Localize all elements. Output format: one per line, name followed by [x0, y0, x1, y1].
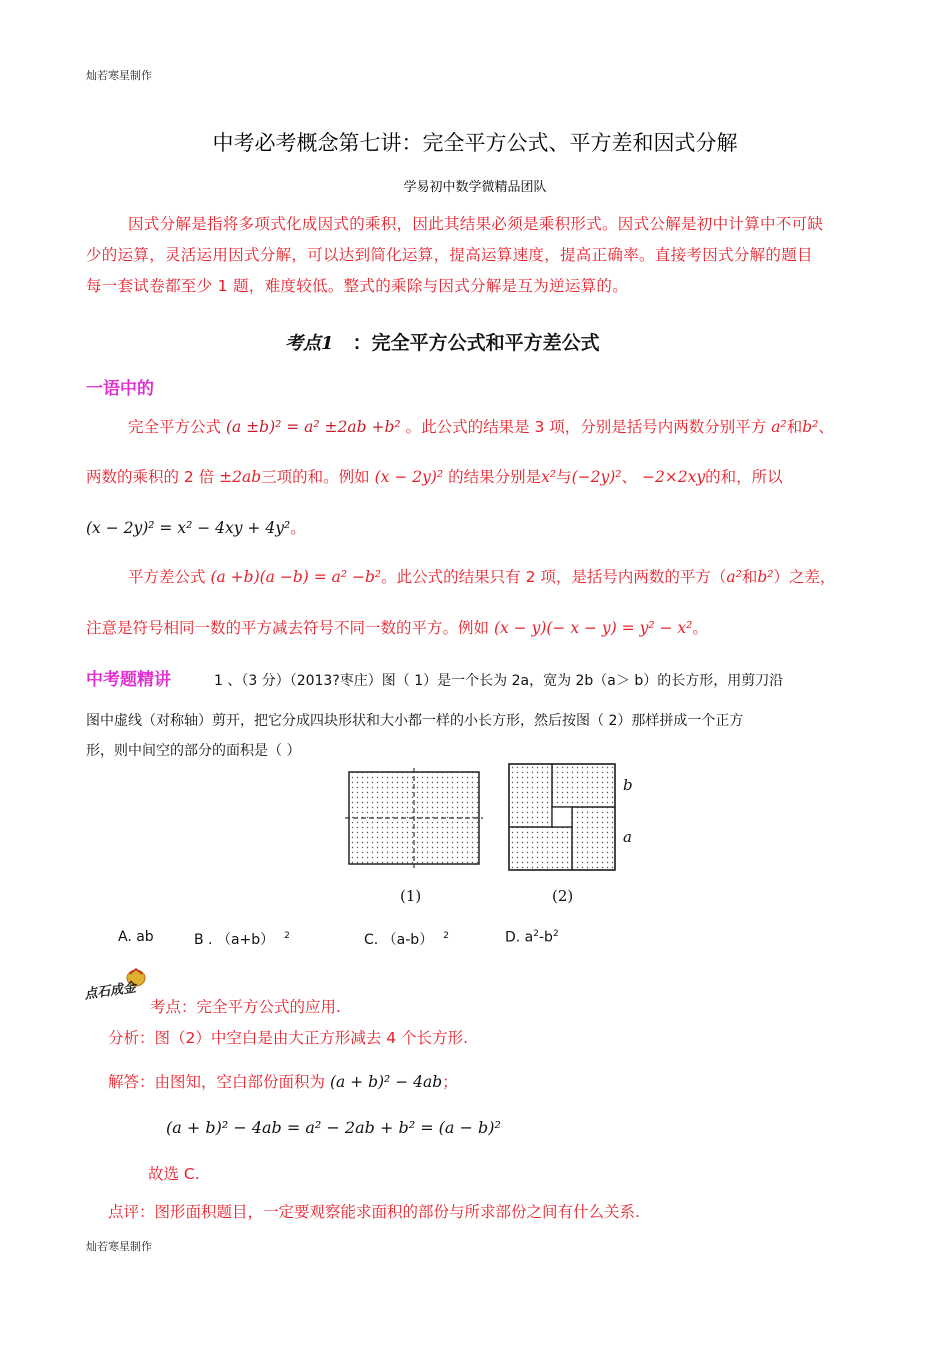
formula1-line2 [86, 465, 783, 487]
intro-line-3: 每一套试卷都至少 1 题，难度较低。整式的乘除与因式分解是互为逆运算的。 [86, 277, 629, 295]
superscript: 2 [284, 931, 290, 942]
formula2-line1 [128, 565, 836, 587]
text: 完全平方公式 [128, 418, 222, 436]
text: 。此公式的结果只有 2 项，是括号内两数的平方（ [381, 568, 727, 586]
text: 。 [692, 619, 708, 637]
formula2-line2 [86, 616, 708, 638]
solution-jieda [108, 1070, 458, 1092]
solution-fenxi: 分析：图（2）中空白是由大正方形减去 4 个长方形. [108, 1029, 469, 1047]
dianshichengjin-badge [84, 968, 150, 1008]
yiyu-heading: 一语中的 [86, 379, 154, 399]
text: 。 [290, 519, 306, 537]
math-expression: x² [541, 468, 557, 486]
solution-answer: 故选 C. [148, 1165, 200, 1183]
formula1-line1 [128, 415, 834, 437]
solution-step: (a + b)² − 4ab = a² − 2ab + b² = (a − b)² [166, 1118, 501, 1137]
option-c [364, 929, 449, 949]
text: ； [442, 1073, 458, 1091]
text: 两数的乘积的 2 倍 [86, 468, 215, 486]
option-a: A. ab [118, 929, 154, 945]
fig2-caption: (2) [552, 887, 574, 905]
math-expression: (−2y)² [571, 468, 622, 486]
problem-line-3: 形，则中间空的部分的面积是（ ） [86, 743, 301, 759]
page-subtitle: 学易初中数学微精品团队 [403, 180, 547, 195]
superscript: 2 [552, 929, 559, 939]
superscript: 2 [533, 929, 539, 939]
fig2-label-b: b [623, 776, 633, 794]
option-b [194, 929, 290, 949]
text: -b [539, 929, 553, 946]
fig2-label-a: a [623, 828, 632, 846]
page-title: 中考必考概念第七讲：完全平方公式、平方差和因式分解 [212, 131, 738, 155]
text: 和 [741, 568, 758, 586]
math-expression: (a +b)(a −b) = a² −b² [210, 568, 382, 586]
footer-note: 灿若寒星制作 [86, 1240, 152, 1253]
text: 、 [818, 418, 834, 436]
header-note: 灿若寒星制作 [86, 69, 152, 82]
solution-dianping: 点评：图形面积题目，一定要观察能求面积的部份与所求部份之间有什么关系. [108, 1203, 640, 1221]
text: 的结果分别是 [448, 468, 542, 486]
intro-line-2: 少的运算，灵活运用因式分解，可以达到简化运算，提高运算速度，提高正确率。直接考因式分解的题目 [86, 246, 813, 264]
text: 平方差公式 [128, 568, 206, 586]
math-expression: ±2ab [219, 468, 262, 486]
badge-label: 点石成金 [83, 980, 138, 1003]
problem-tag: 中考题精讲 [86, 670, 171, 690]
figure-1 [345, 768, 483, 868]
superscript: 2 [443, 931, 449, 942]
math-expression: a² [726, 568, 742, 586]
formula1-line3 [86, 516, 306, 538]
figure-2 [509, 764, 615, 870]
math-expression: (x − 2y)² = x² − 4xy + 4y² [86, 519, 291, 537]
text: C. （a-b） [364, 932, 434, 948]
section-heading [285, 328, 600, 355]
text: D. a [505, 929, 534, 946]
text: 的和，所以 [705, 468, 783, 486]
text: 注意是符号相同一数的平方减去符号不同一数的平方。例如 [86, 619, 490, 637]
problem-figures [340, 760, 660, 915]
math-expression: (a + b)² − 4ab [329, 1073, 443, 1091]
math-expression: a² [771, 418, 787, 436]
intro-paragraph [86, 209, 876, 302]
section-label: 考点1 [285, 333, 334, 354]
intro-line-1: 因式分解是指将多项式化成因式的乘积，因此其结果必须是乘积形式。因式公解是初中计算中不可缺 [128, 215, 824, 233]
math-expression: (a ±b)² = a² ±2ab +b² [225, 418, 401, 436]
math-expression: (x − y)(− x − y) = y² − x² [493, 619, 693, 637]
text: 与 [556, 468, 572, 486]
math-expression: −2×2xy [641, 468, 706, 486]
text: B . （a+b） [194, 932, 275, 948]
text: 三项的和。例如 [261, 468, 370, 486]
math-expression: (x − 2y)² [374, 468, 444, 486]
math-expression: b² [802, 418, 819, 436]
text: 。此公式的结果是 3 项，分别是括号内两数分别平方 [405, 418, 767, 436]
solution-kaodian: 考点：完全平方公式的应用. [150, 998, 341, 1016]
math-expression: b² [757, 568, 774, 586]
text: ）之差， [773, 568, 836, 586]
problem-line-1: 1 、（3 分）（2013?枣庄）图（ 1）是一个长为 2a，宽为 2b（a＞ b）的长方形，用剪刀沿 [214, 673, 784, 689]
text: 和 [786, 418, 803, 436]
text: 、 [621, 468, 638, 486]
problem-line-2: 图中虚线（对称轴）剪开，把它分成四块形状和大小都一样的小长方形，然后按图（ 2）那样拼成一个正方 [86, 713, 744, 729]
text: 解答：由图知，空白部份面积为 [108, 1073, 326, 1091]
section-title: ：完全平方公式和平方差公式 [352, 332, 600, 354]
option-d [505, 929, 559, 946]
fig1-caption: (1) [400, 887, 422, 905]
